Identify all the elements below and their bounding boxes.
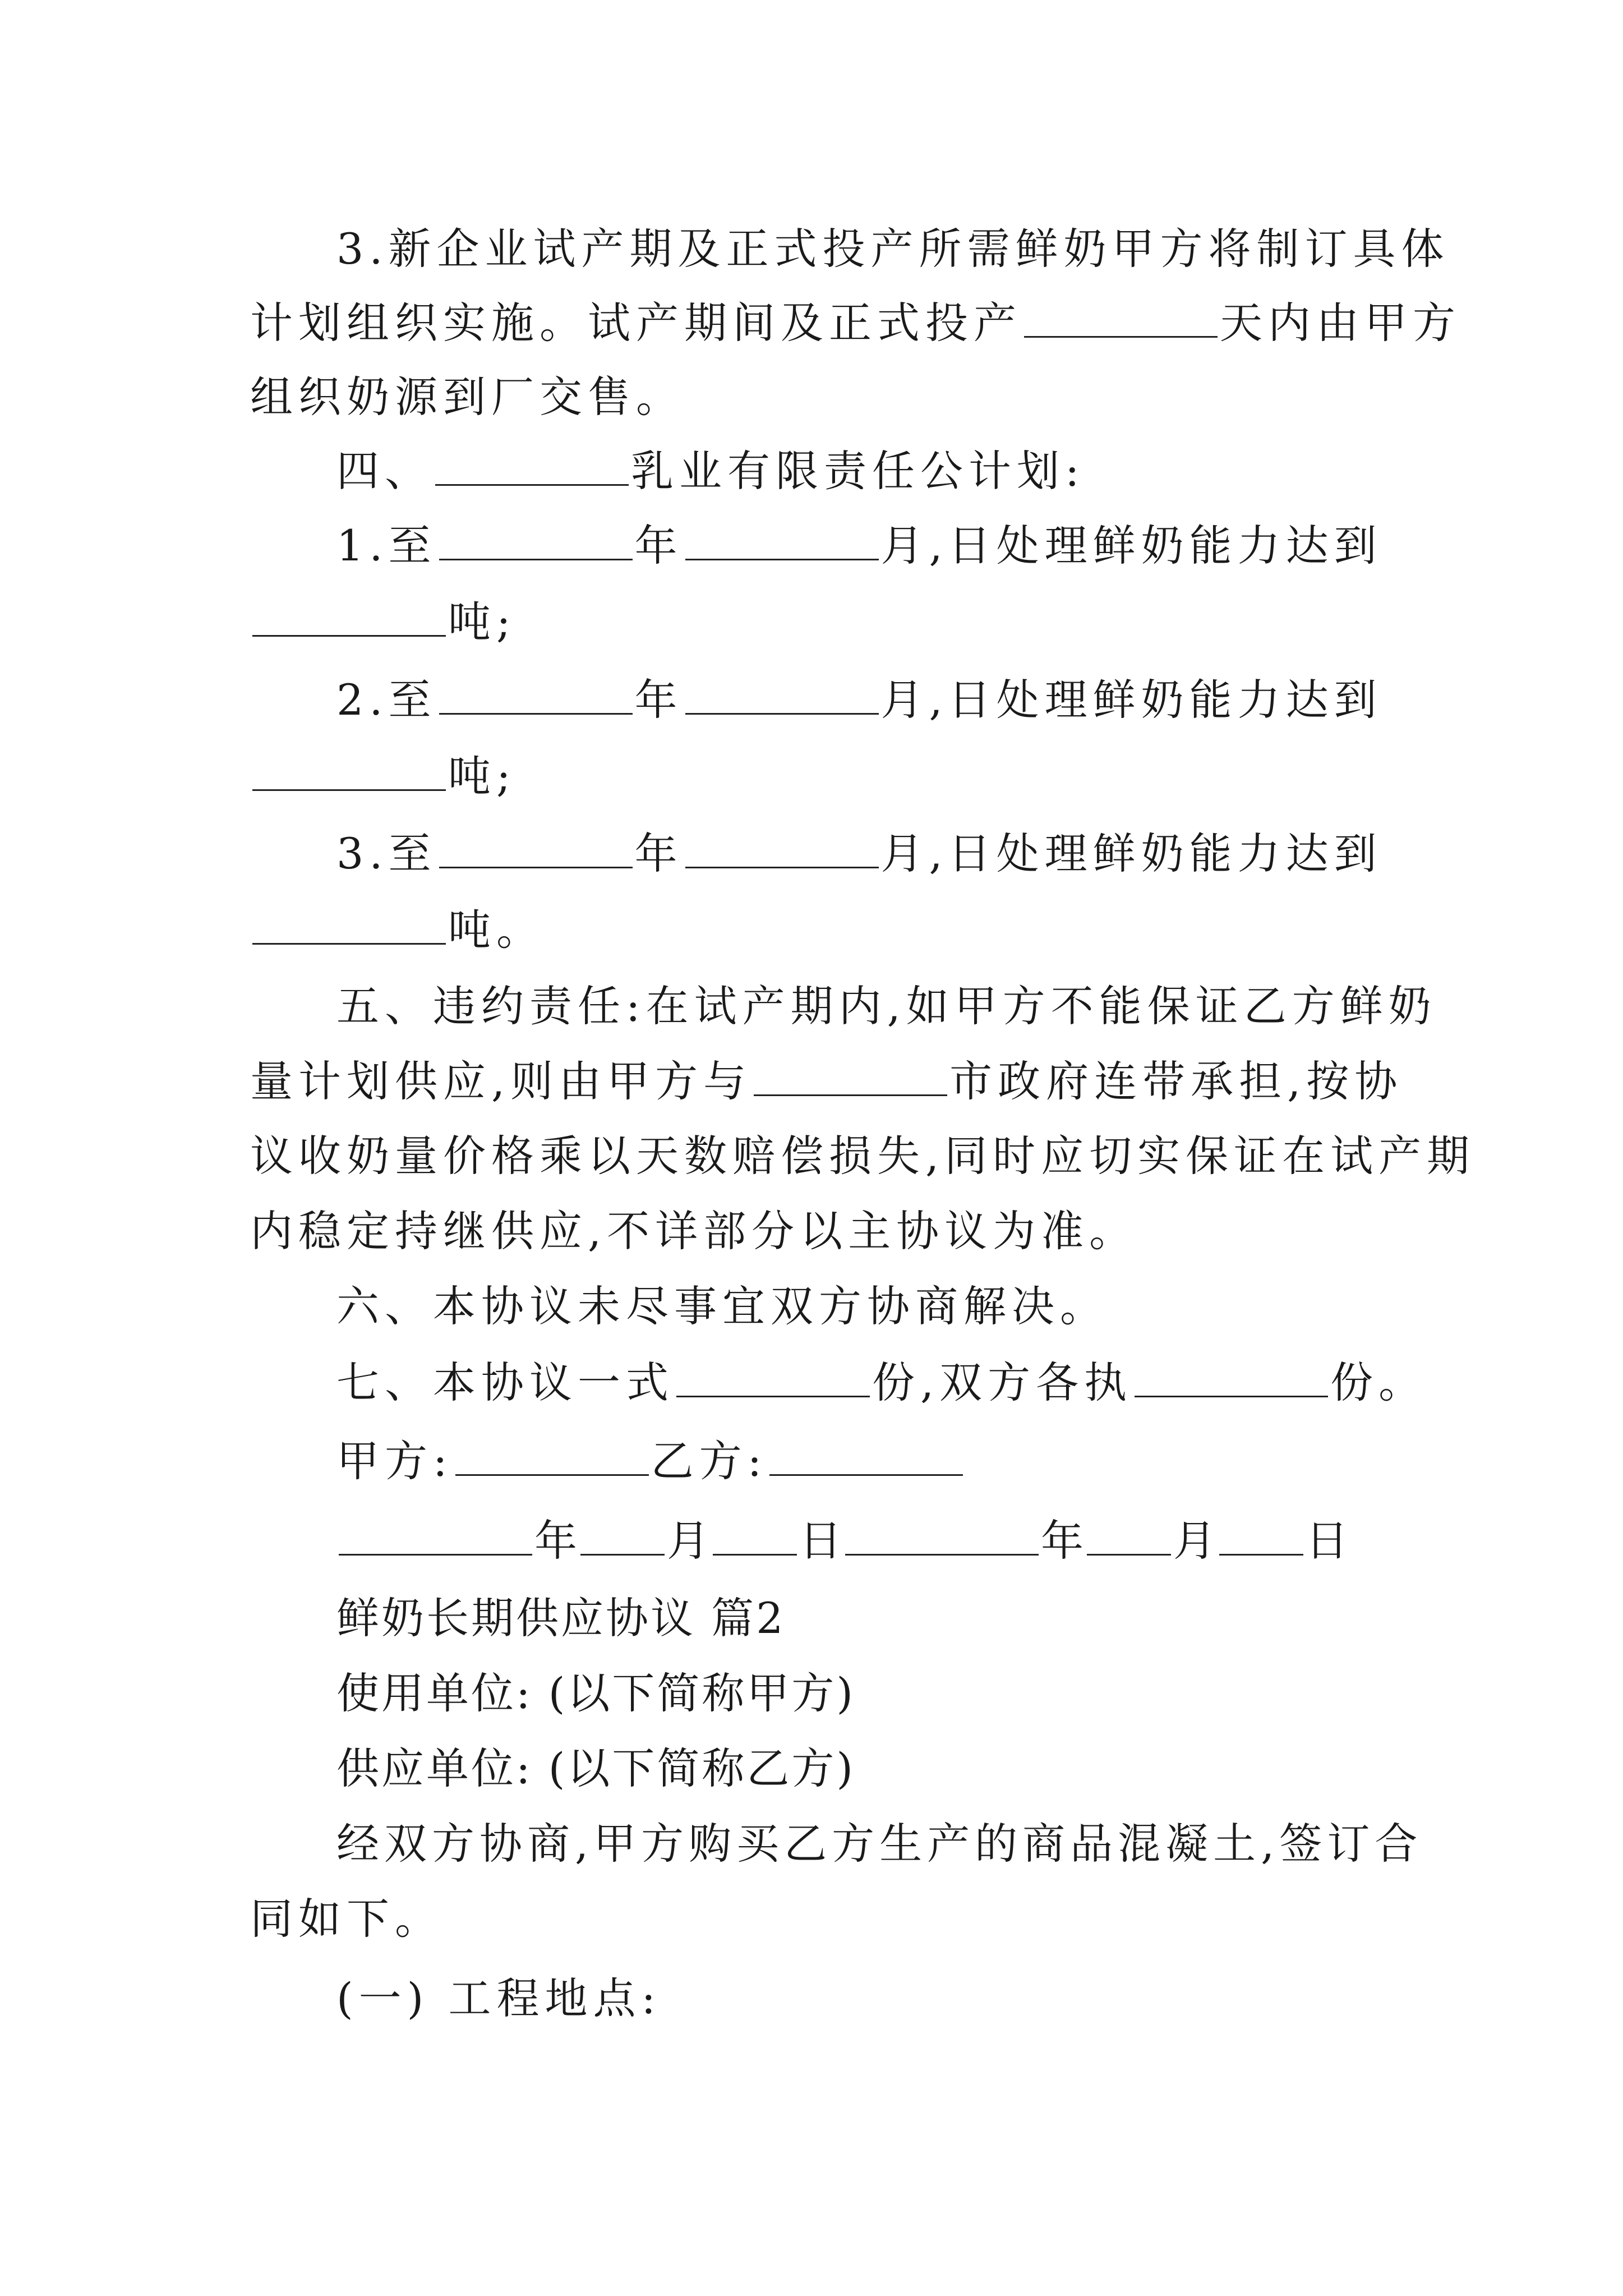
blank-line	[439, 833, 633, 868]
blank-line	[252, 601, 446, 637]
line-19: 鲜奶长期供应协议 篇2	[336, 1593, 786, 1643]
blank-line	[455, 1441, 649, 1476]
blank-line	[339, 1520, 532, 1556]
line-13: 议收奶量价格乘以天数赔偿损失,同时应切实保证在试产期	[250, 1131, 1476, 1181]
blank-line	[435, 450, 629, 486]
line-20: 使用单位: (以下简称甲方)	[336, 1668, 856, 1718]
line-5: 1.至 年 月,日处理鲜奶能力达到	[336, 521, 1382, 570]
blank-line	[676, 1362, 870, 1397]
line-12: 量计划供应,则由甲方与 市政府连带承担,按协	[250, 1056, 1403, 1106]
blank-line	[252, 756, 446, 791]
line-3: 组织奶源到厂交售。	[250, 372, 684, 422]
line-22: 经双方协商,甲方购买乙方生产的商品混凝土,签订合	[336, 1819, 1423, 1869]
blank-line	[769, 1441, 963, 1476]
blank-line	[1024, 302, 1218, 338]
line-1: 3.新企业试产期及正式投产所需鲜奶甲方将制订具体	[336, 224, 1450, 274]
line-6: 吨;	[250, 595, 517, 649]
blank-line	[845, 1520, 1039, 1556]
blank-line	[1087, 1520, 1171, 1556]
line-2: 计划组织实施。试产期间及正式投产 天内由甲方	[250, 298, 1461, 348]
line-21: 供应单位: (以下简称乙方)	[336, 1743, 856, 1793]
line-18: 年 月 日 年 月 日	[336, 1514, 1349, 1568]
blank-line	[580, 1520, 665, 1556]
blank-line	[439, 525, 633, 560]
line-11: 五、违约责任:在试产期内,如甲方不能保证乙方鲜奶	[336, 981, 1437, 1031]
line-8: 吨;	[250, 749, 517, 803]
blank-line	[685, 525, 879, 560]
line-17: 甲方: 乙方:	[336, 1434, 965, 1488]
line-7: 2.至 年 月,日处理鲜奶能力达到	[336, 675, 1382, 725]
line-14: 内稳定持继供应,不详部分以主协议为准。	[250, 1206, 1138, 1256]
line-15: 六、本协议未尽事宜双方协商解决。	[336, 1281, 1108, 1331]
blank-line	[685, 679, 879, 715]
line-24: (一) 工程地点:	[336, 1973, 662, 2023]
line-4: 四、 乳业有限责任公计划:	[336, 446, 1085, 496]
blank-line	[252, 909, 446, 945]
line-16: 七、本协议一式 份,双方各执 份。	[336, 1358, 1427, 1407]
line-23: 同如下。	[250, 1894, 443, 1944]
blank-line	[1135, 1362, 1328, 1397]
line-9: 3.至 年 月,日处理鲜奶能力达到	[336, 829, 1382, 878]
blank-line	[439, 679, 633, 715]
blank-line	[713, 1520, 797, 1556]
blank-line	[1219, 1520, 1303, 1556]
line-10: 吨。	[250, 903, 545, 957]
blank-line	[685, 833, 879, 868]
blank-line	[754, 1061, 947, 1096]
